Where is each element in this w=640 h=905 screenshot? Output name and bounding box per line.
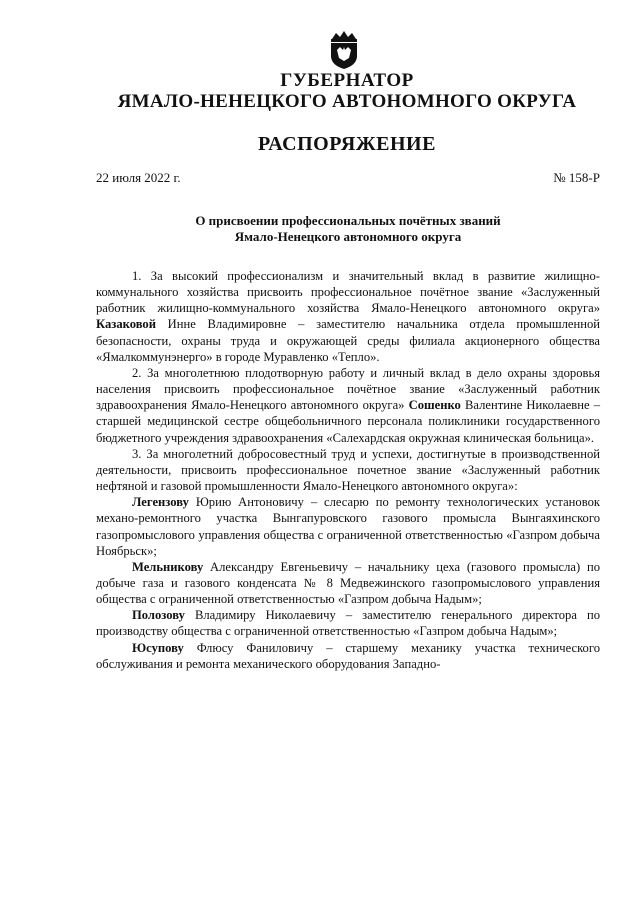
awardee-name: Казаковой — [96, 317, 156, 332]
coat-of-arms-icon — [326, 30, 362, 70]
awardee-name: Сошенко — [408, 398, 461, 413]
paragraph-text: Валентине Николаевне – старшей медицинской сестре общебольничного персонала поликлиники государственного бюджетного учреждения здравоохранения «Салехардская окружная клиническая больница». — [96, 398, 600, 445]
paragraph-6 — [96, 607, 600, 639]
paragraph-7 — [96, 640, 600, 672]
paragraph-text: Инне Владимировне – заместителю начальника отдела промышленной безопасности, охраны труда и окружающей среды филиала акционерного общества «Ямалкоммунэнерго» в городе Муравленко «Тепло». — [96, 317, 600, 364]
paragraph-text: Александру Евгеньевичу – начальнику цеха (газового промысла) по добыче газа и газового конденсата № 8 Медвежинского газопромыслового управления общества с ограниченной ответственностью «Газпром добыча Надым»; — [96, 559, 600, 607]
paragraph-2 — [96, 365, 600, 446]
paragraph-text: Владимиру Николаевичу – заместителю генерального директора по производству общества с ограниченной ответственностью «Газпром добыча Надым»; — [96, 608, 600, 639]
paragraph-text: Юрию Антоновичу – слесарю по ремонту технологических установок механо-ремонтного участка Вынгапуровского газового промысла Вынгаяхинского газопромыслового управления общества с ограниченной ответственностью «Газпром добыча Ноябрьск»; — [96, 495, 600, 558]
document-body — [96, 268, 600, 672]
document-number: № 158-Р — [553, 170, 600, 185]
paragraph-text: 2. За многолетнюю плодотворную работу и личный вклад в дело охраны здоровья населения присвоить профессиональное почётное звание «Заслуженный работник здравоохранения Ямало-Ненецкого автономного округа» — [96, 365, 600, 413]
region-title: ЯМАЛО-НЕНЕЦКОГО АВТОНОМНОГО ОКРУГА — [117, 91, 577, 112]
paragraph-text: Флюсу Фаниловичу – старшему механику участка технического обслуживания и ремонта механического оборудования Западно- — [96, 640, 600, 671]
paragraph-1 — [96, 268, 600, 365]
awardee-name: Юсупову — [132, 640, 184, 655]
paragraph-text: 1. За высокий профессионализм и значительный вклад в развитие жилищно-коммунального хозяйства присвоить профессиональное почётное звание «Заслуженный работник жилищно-коммунального хозяйства Ямало-Ненецкого автономного округа» — [96, 269, 600, 316]
subject-line-2: Ямало-Ненецкого автономного округа — [234, 229, 462, 244]
document-subject — [96, 213, 600, 245]
awardee-name: Мельникову — [132, 559, 204, 574]
governor-title: ГУБЕРНАТОР — [280, 70, 414, 91]
paragraph-4 — [96, 494, 600, 559]
paragraph-3: 3. За многолетний добросовестный труд и успехи, достигнутые в производственной деятельности, присвоить профессиональное почетное звание «Заслуженный работник нефтяной и газовой промышленности Ямало-Ненецкого автономного округа»: — [96, 446, 600, 494]
document-type-title: РАСПОРЯЖЕНИЕ — [258, 133, 436, 155]
awardee-name: Полозову — [132, 608, 185, 623]
awardee-name: Легензову — [132, 495, 189, 510]
paragraph-5 — [96, 559, 600, 607]
subject-line-1: О присвоении профессиональных почётных званий — [195, 213, 501, 228]
document-date: 22 июля 2022 г. — [96, 170, 181, 185]
